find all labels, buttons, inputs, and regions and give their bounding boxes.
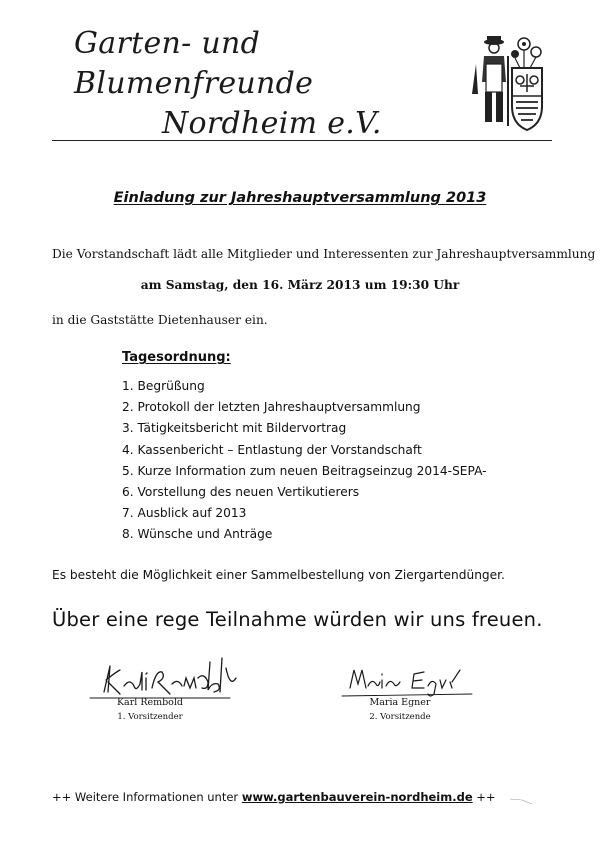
footer-suffix: ++ [472,790,496,804]
agenda-list [122,376,487,546]
fertilizer-order-note: Es besteht die Möglichkeit einer Sammelbestellung von Ziergartendünger. [52,568,505,582]
signer-1-name: Karl Rembold [116,697,184,708]
handwritten-signatures [80,648,520,704]
signature-maria-egner [342,670,472,696]
footer-info [52,790,496,804]
footer-prefix: ++ Weitere Informationen unter [52,790,242,804]
closing-sentence: Über eine rege Teilnahme würden wir uns freuen. [52,608,543,631]
agenda-item: 7. Ausblick auf 2013 [122,506,247,521]
organization-name [74,24,474,144]
club-logo-gardener-emblem [468,34,546,134]
agenda-item: 3. Tätigkeitsbericht mit Bildervortrag [122,421,347,436]
meeting-location: in die Gaststätte Dietenhauser ein. [52,313,268,327]
invitation-intro: Die Vorstandschaft lädt alle Mitglieder und Interessenten zur Jahreshauptversammlung [52,247,596,261]
header-divider [52,140,552,141]
agenda-item: 1. Begrüßung [122,379,205,393]
scan-speck [508,796,534,806]
signer-1-role: 1. Vorsitzender [117,712,183,722]
signer-2-name: Maria Egner [369,697,431,708]
agenda-item: 6. Vorstellung des neuen Vertikutierers [122,484,360,499]
signer-2-role: 2. Vorsitzende [369,712,431,722]
agenda-item: 5. Kurze Information zum neuen Beitragseinzug 2014-SEPA- [122,463,487,478]
organization-name-line1: Garten- und Blumenfreunde [74,26,314,101]
agenda-item: 8. Wünsche und Anträge [122,527,273,542]
meeting-date-time: am Samstag, den 16. März 2013 um 19:30 Uhr [140,278,460,292]
website-link[interactable]: www.gartenbauverein-nordheim.de [241,790,473,804]
signature-karl-rembold [90,658,236,698]
invitation-title: Einladung zur Jahreshauptversammlung 2013 [113,190,487,206]
agenda-item: 2. Protokoll der letzten Jahreshauptversammlung [122,400,421,415]
organization-name-line2: Nordheim e.V. [162,106,382,141]
agenda-item: 4. Kassenbericht – Entlastung der Vorstandschaft [122,442,422,457]
agenda-heading: Tagesordnung: [122,350,231,365]
